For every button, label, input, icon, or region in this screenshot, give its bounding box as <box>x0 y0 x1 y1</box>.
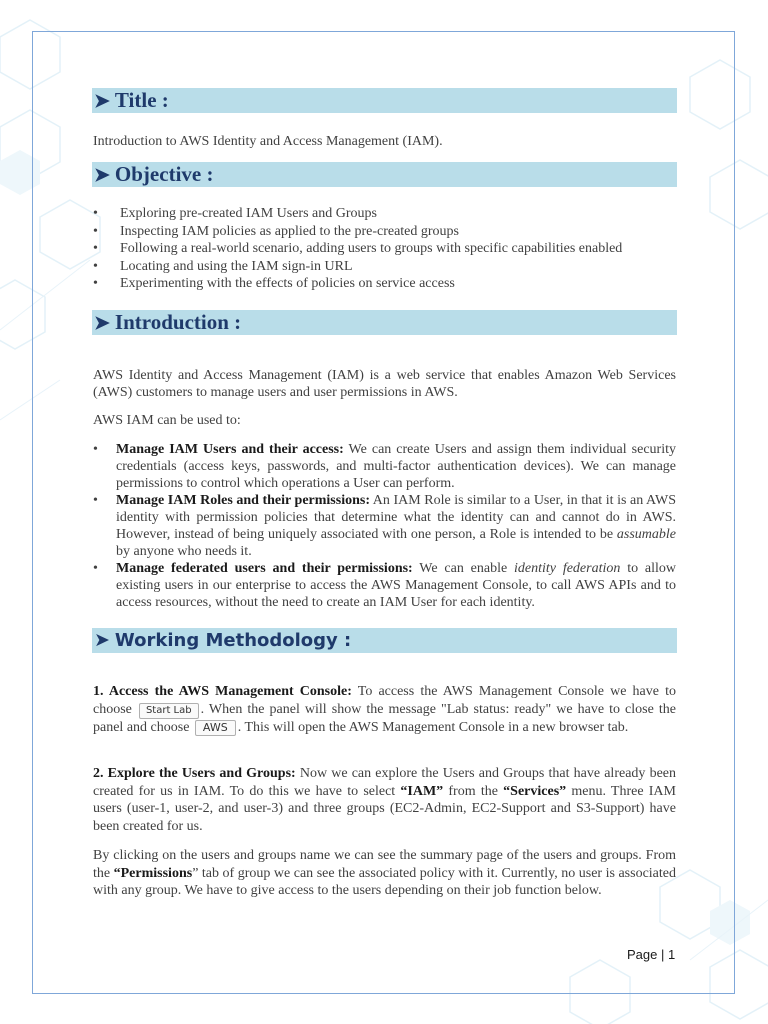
list-item: • Inspecting IAM policies as applied to the pre-created groups <box>93 223 460 239</box>
permissions-paragraph: By clicking on the users and groups name we can see the summary page of the users and groups. From the “Permissions” tab of group we can see the associated policy with it. Currently, no user is associated with any group. We have to give access to the users depending on their job function below. <box>93 848 676 898</box>
aws-button[interactable]: AWS <box>195 720 236 736</box>
list-item: • Manage IAM Roles and their permissions: An IAM Role is similar to a User, in that it is an AWS identity with permission policies that determine what the identity can and cannot do in AWS. However, instead of being uniquely associated with one person, a Role is intended to be assumable by anyone who needs it. <box>93 493 676 559</box>
arrow-bullet-icon: ➤ <box>94 629 110 651</box>
step-1-paragraph: 1. Access the AWS Management Console: To access the AWS Management Console we have to choose Start Lab . When the panel will show the message "Lab status: ready" we have to close the panel and choose AWS . This will open the AWS Management Console in a new browser tab. <box>93 684 676 735</box>
list-item: • Manage federated users and their permissions: We can enable identity federation to allow existing users in our enterprise to access the AWS Management Console, to call AWS APIs and to access resources, without the need to create an IAM User for each identity. <box>93 561 677 610</box>
section-heading-title: ➤ Title : <box>92 88 677 113</box>
intro-usage-line: AWS IAM can be used to: <box>93 413 241 428</box>
section-heading-methodology: ➤ Working Methodology : <box>92 628 677 653</box>
list-item: • Experimenting with the effects of policies on service access <box>93 276 455 292</box>
list-item: • Locating and using the IAM sign-in URL <box>93 258 353 274</box>
start-lab-button[interactable]: Start Lab <box>139 703 199 719</box>
objectives-list <box>93 205 683 293</box>
list-item: • Exploring pre-created IAM Users and Groups <box>93 206 377 221</box>
intro-paragraph: AWS Identity and Access Management (IAM) is a web service that enables Amazon Web Services (AWS) customers to manage users and user permissions in AWS. <box>93 368 676 400</box>
step-2-paragraph: 2. Explore the Users and Groups: Now we can explore the Users and Groups that have already been created for us in IAM. To do this we have to select “IAM” from the “Services” menu. Three IAM users (user-1, user-2, and user-3) and three groups (EC2-Admin, EC2-Support and S3-Support) have been created for us. <box>93 766 676 834</box>
arrow-bullet-icon: ➤ <box>94 91 110 112</box>
section-heading-introduction: ➤ Introduction : <box>92 310 677 335</box>
section-heading-objective: ➤ Objective : <box>92 162 677 187</box>
iam-uses-list <box>93 441 676 611</box>
arrow-bullet-icon: ➤ <box>94 313 110 334</box>
title-text: Introduction to AWS Identity and Access Management (IAM). <box>93 134 443 149</box>
arrow-bullet-icon: ➤ <box>94 165 110 186</box>
list-item: • Manage IAM Users and their access: We can create Users and assign them individual security credentials (access keys, passwords, and multi-factor authentication devices). We can manage permissions to control which operations a User can perform. <box>93 442 676 491</box>
page-number: Page | 1 <box>627 947 676 962</box>
list-item: • Following a real-world scenario, adding users to groups with specific capabilities enabled <box>93 241 623 257</box>
